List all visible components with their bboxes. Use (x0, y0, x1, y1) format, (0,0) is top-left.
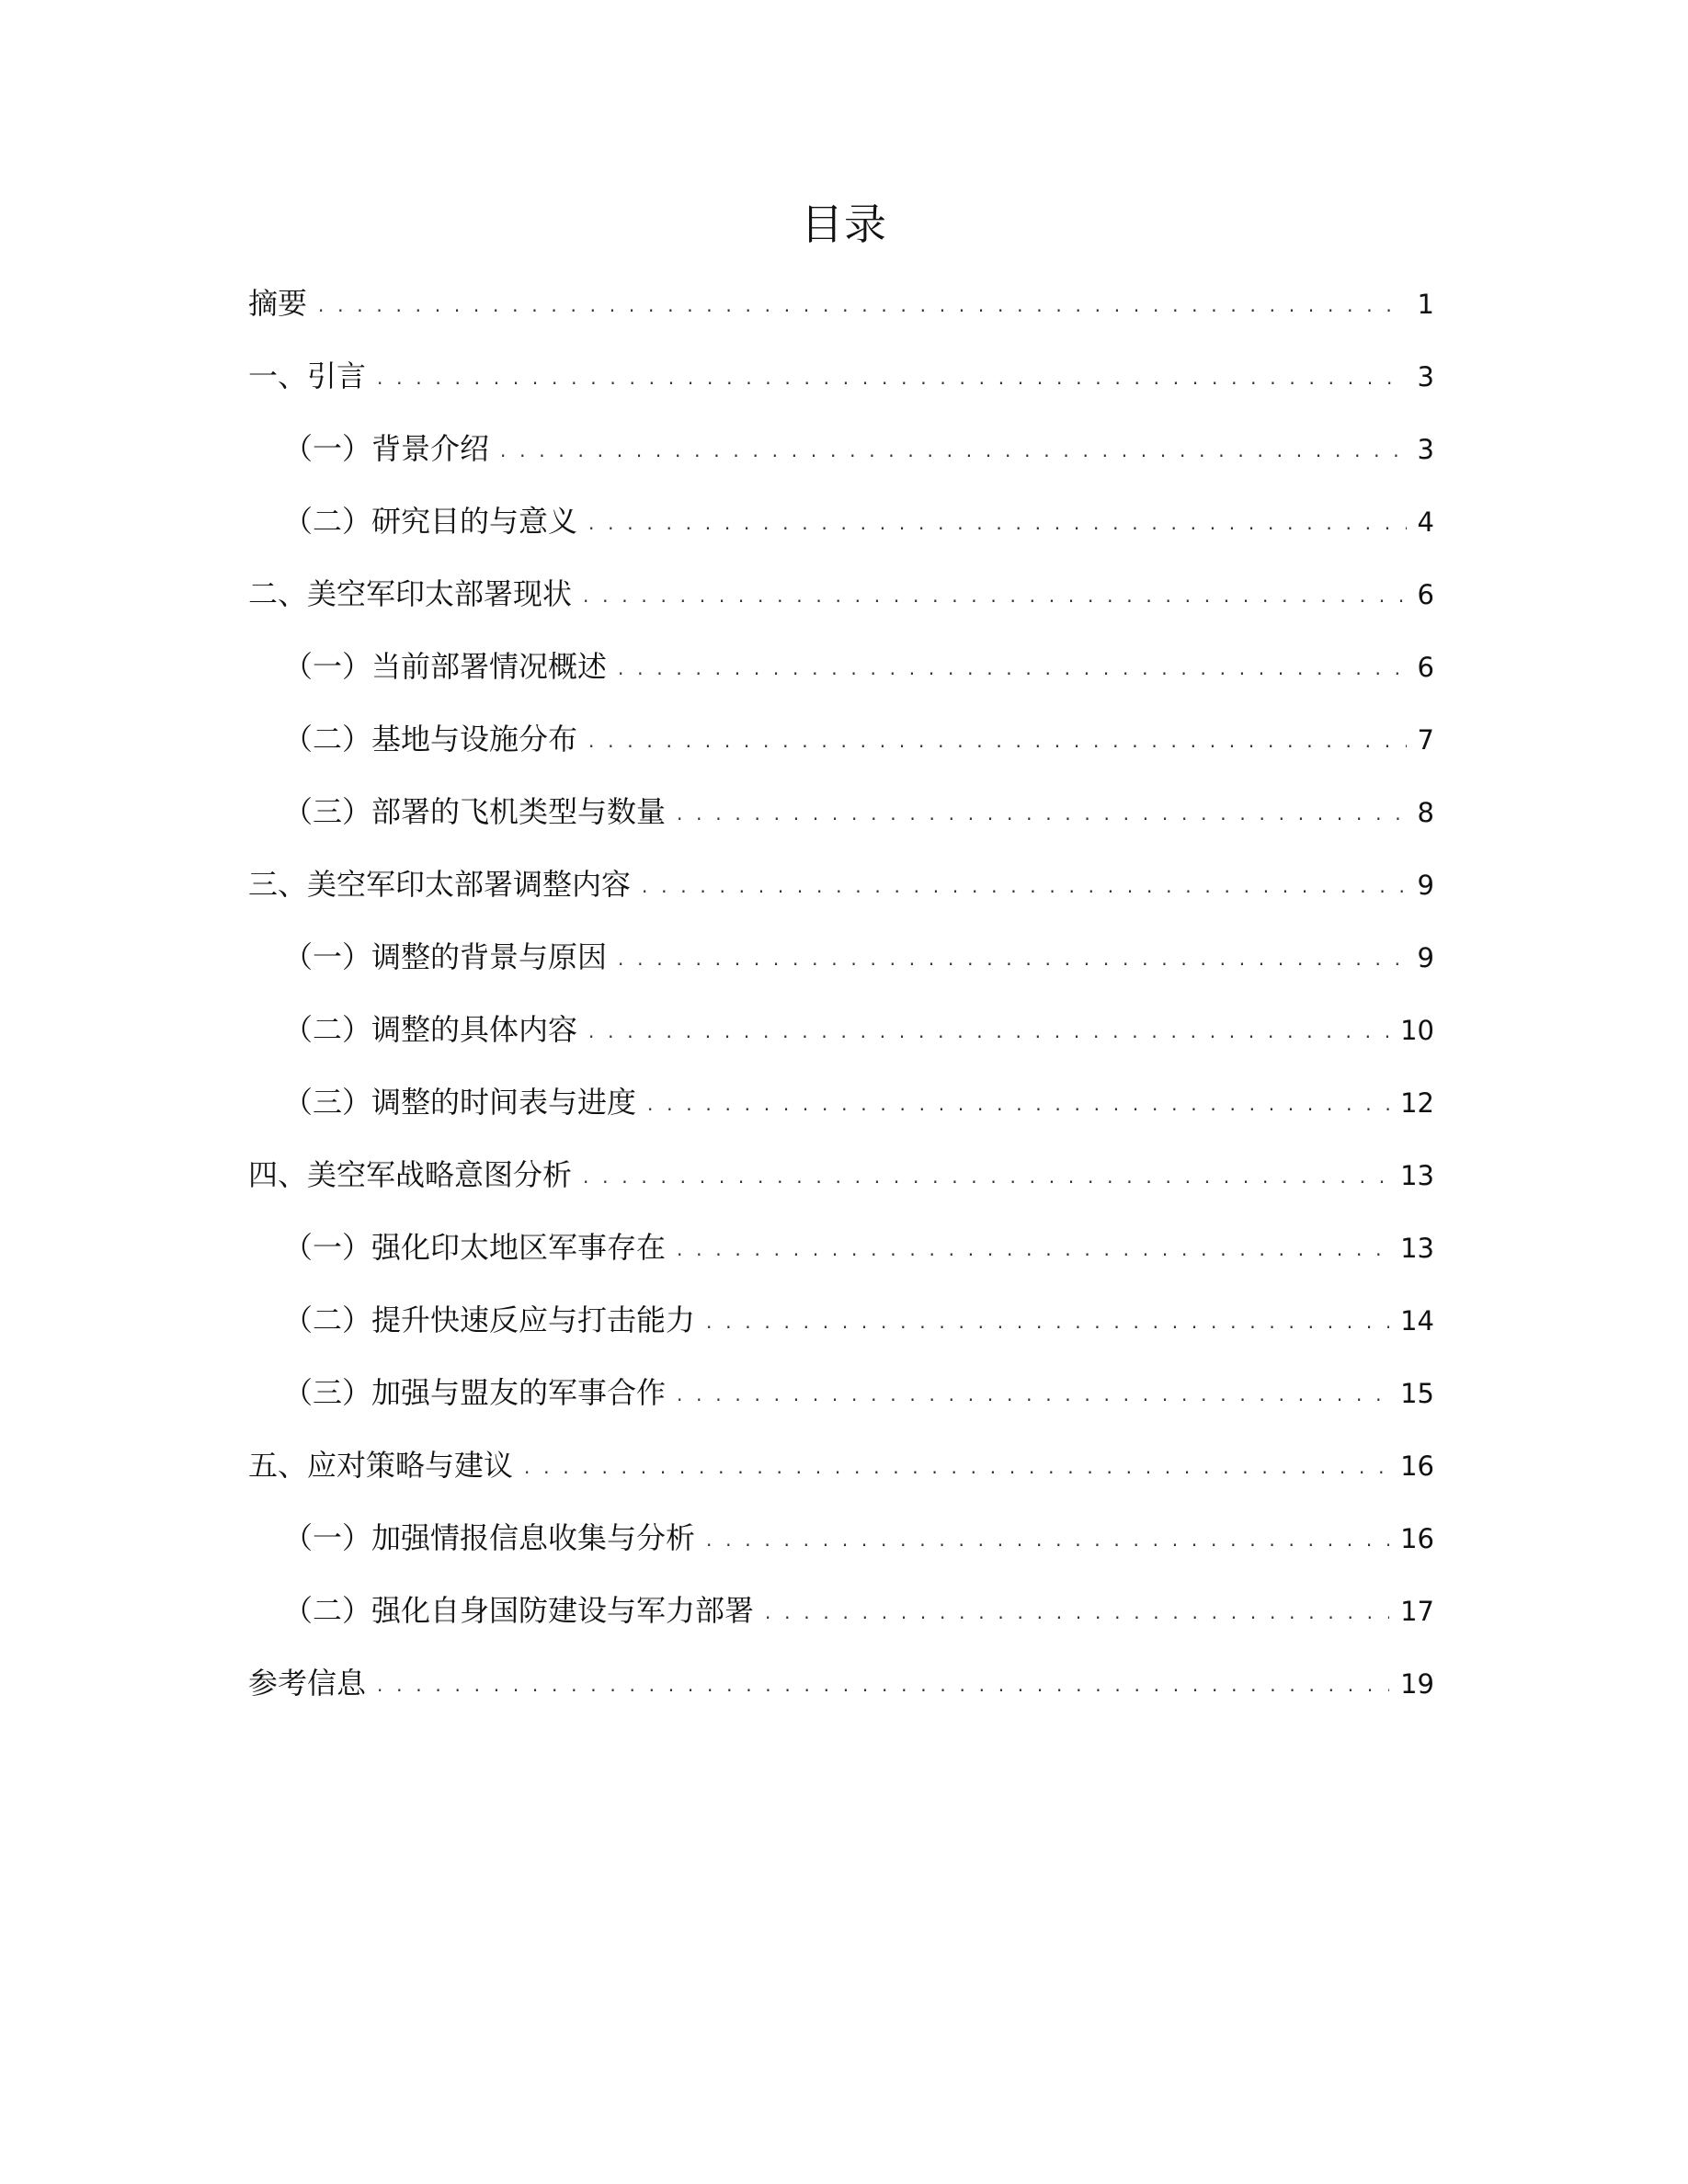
toc-page-number: 19 (1400, 1668, 1434, 1700)
toc-dot-leader (677, 1367, 1389, 1422)
toc-entry-label: （一）背景介绍 (283, 431, 490, 466)
toc-entry[interactable] (248, 1510, 1434, 1583)
toc-entry[interactable] (248, 348, 1434, 421)
toc-entry[interactable] (248, 639, 1434, 711)
toc-dot-leader (377, 1657, 1389, 1712)
toc-dot-leader (706, 1512, 1389, 1567)
toc-dot-leader (677, 1222, 1389, 1277)
toc-page-number: 13 (1400, 1233, 1434, 1264)
toc-dot-leader (642, 859, 1407, 914)
toc-entry-label: （一）调整的背景与原因 (283, 939, 608, 974)
toc-page-number: 3 (1417, 434, 1434, 465)
toc-entry[interactable] (248, 1655, 1434, 1728)
toc-entry[interactable] (248, 276, 1434, 348)
toc-entry-label: （二）调整的具体内容 (283, 1012, 578, 1047)
toc-entry-label: 五、应对策略与建议 (248, 1448, 514, 1483)
toc-page-number: 12 (1400, 1087, 1434, 1119)
toc-entry-label: （三）加强与盟友的军事合作 (283, 1375, 667, 1410)
toc-entry[interactable] (248, 1075, 1434, 1147)
toc-dot-leader (706, 1294, 1389, 1349)
toc-dot-leader (377, 350, 1407, 405)
toc-page-number: 17 (1400, 1596, 1434, 1627)
toc-dot-leader (618, 931, 1407, 986)
toc-entry[interactable] (248, 784, 1434, 857)
toc-page-number: 16 (1400, 1523, 1434, 1554)
toc-entry-label: 三、美空军印太部署调整内容 (248, 867, 632, 902)
toc-page-number: 14 (1400, 1305, 1434, 1337)
toc-dot-leader (588, 713, 1407, 768)
toc-entry[interactable] (248, 1002, 1434, 1075)
toc-page-number: 16 (1400, 1450, 1434, 1482)
toc-entry[interactable] (248, 857, 1434, 929)
toc-dot-leader (765, 1585, 1389, 1640)
toc-entry-label: （一）强化印太地区军事存在 (283, 1230, 667, 1265)
toc-dot-leader (500, 423, 1407, 478)
toc-dot-leader (583, 1149, 1389, 1204)
toc-entry-label: 二、美空军印太部署现状 (248, 576, 573, 611)
toc-page-number: 3 (1417, 361, 1434, 392)
toc-page-number: 6 (1417, 652, 1434, 683)
toc-dot-leader (524, 1439, 1389, 1495)
toc-entry-label: （三）部署的飞机类型与数量 (283, 794, 667, 829)
toc-entry-label: 一、引言 (248, 358, 367, 393)
toc-page-number: 9 (1417, 870, 1434, 901)
toc-entry-label: （三）调整的时间表与进度 (283, 1085, 637, 1120)
toc-entry[interactable] (248, 421, 1434, 494)
toc-page-number: 9 (1417, 942, 1434, 973)
toc-page-number: 7 (1417, 724, 1434, 756)
toc-dot-leader (588, 1004, 1389, 1059)
toc-dot-leader (588, 495, 1407, 551)
toc-dot-leader (647, 1076, 1389, 1132)
toc-entry[interactable] (248, 1147, 1434, 1220)
toc-dot-leader (618, 641, 1407, 696)
toc-dot-leader (318, 278, 1407, 333)
toc-dot-leader (677, 786, 1407, 841)
toc-entry[interactable] (248, 929, 1434, 1002)
toc-entry-label: 摘要 (248, 286, 308, 321)
toc-dot-leader (583, 568, 1407, 623)
toc-entry-label: （二）研究目的与意义 (283, 504, 578, 539)
toc-entry[interactable] (248, 1220, 1434, 1292)
toc-page-number: 15 (1400, 1378, 1434, 1409)
table-of-contents (248, 276, 1434, 1728)
toc-entry-label: （二）强化自身国防建设与军力部署 (283, 1593, 755, 1628)
toc-entry-label: （二）基地与设施分布 (283, 722, 578, 756)
toc-page-number: 13 (1400, 1160, 1434, 1191)
toc-entry-label: （一）当前部署情况概述 (283, 649, 608, 684)
toc-entry-label: （一）加强情报信息收集与分析 (283, 1520, 696, 1555)
toc-page-number: 1 (1417, 289, 1434, 320)
page-title: 目录 (801, 199, 887, 249)
toc-page-number: 8 (1417, 797, 1434, 828)
toc-entry[interactable] (248, 494, 1434, 566)
toc-entry[interactable] (248, 1292, 1434, 1365)
toc-entry[interactable] (248, 1438, 1434, 1510)
toc-page-number: 6 (1417, 579, 1434, 610)
toc-entry-label: （二）提升快速反应与打击能力 (283, 1302, 696, 1337)
toc-entry[interactable] (248, 1365, 1434, 1438)
toc-entry-label: 参考信息 (248, 1666, 367, 1701)
toc-entry[interactable] (248, 566, 1434, 639)
toc-page-number: 4 (1417, 506, 1434, 538)
toc-entry[interactable] (248, 1583, 1434, 1655)
toc-entry-label: 四、美空军战略意图分析 (248, 1157, 573, 1192)
toc-entry[interactable] (248, 711, 1434, 784)
toc-page-number: 10 (1400, 1015, 1434, 1046)
